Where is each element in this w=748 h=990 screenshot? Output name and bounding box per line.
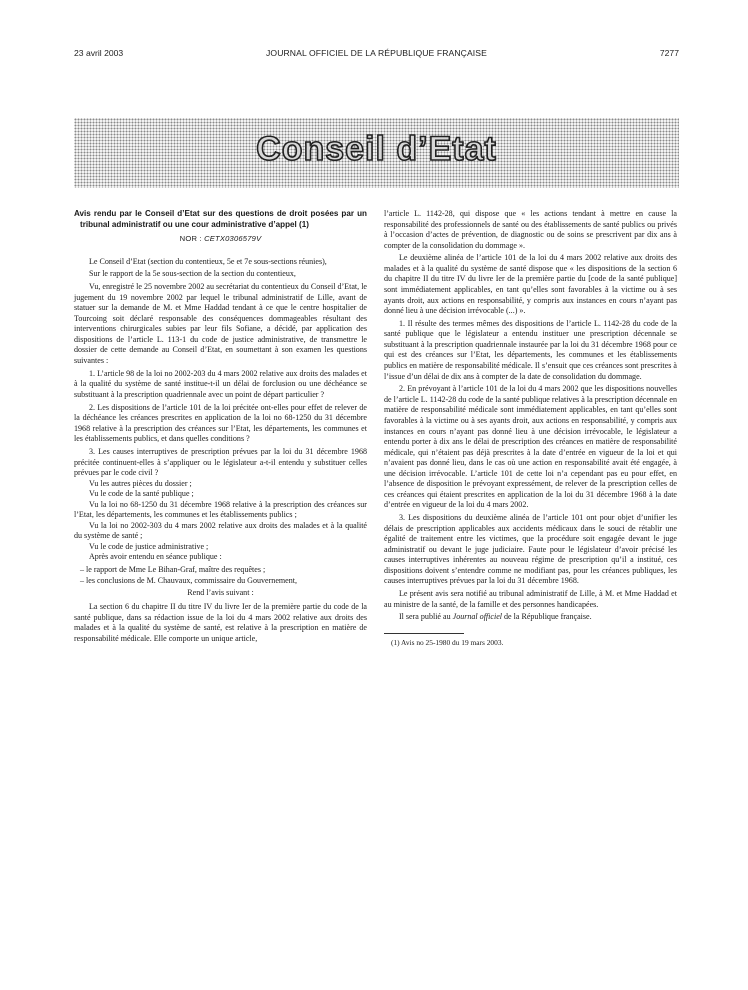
nor-label: NOR : (179, 234, 205, 244)
list-item: – les conclusions de M. Chauvaux, commissaire du Gouvernement, (80, 575, 297, 585)
avis-heading (74, 209, 367, 230)
section-title: Conseil d’Etat (256, 130, 497, 168)
running-header (74, 48, 679, 62)
question-2: 2. Les dispositions de l’article 101 de la loi précitée ont-elles pour effet de relever de la déchéance les créances prescrites en application de la loi no 68-1250 du 31 décembre 1968 relative à la prescription des créances sur l’Etat, les départements, les communes et les établissements publics, et dans quelles conditions ? (74, 402, 367, 444)
publication-text: Il sera publié au (399, 612, 453, 622)
footnote-divider (384, 633, 464, 634)
nor-code: CETX0306579V (204, 234, 262, 244)
publication-text: de la République française. (502, 612, 592, 622)
answer-1: 1. Il résulte des termes mêmes des dispositions de l’article L. 1142-28 du code de la santé publique que le législateur a entendu instituer une prescription décennale se substituant à la prescription quadriennale instaurée par la loi du 31 décembre 1968 pour ce qui est des créances sur l’Etat, les départements, les communes et les établissements publics en matière de responsabilité médicale. Il s’ensuit que ces créances sont prescrites à l’issue d’un délai de dix ans à compter de la date de consolidation du dommage. (384, 318, 677, 381)
visa: Vu la loi no 2002-303 du 4 mars 2002 relative aux droits des malades et à la qualité du système de santé ; (74, 520, 367, 541)
journal-title: JOURNAL OFFICIEL DE LA RÉPUBLIQUE FRANÇAISE (266, 48, 487, 58)
answer-3: 3. Les dispositions du deuxième alinéa de l’article 101 ont pour objet d’unifier les délais de prescription applicables aux accidents médicaux dans le souci de rétablir une égalité de traitement entre les victimes, que la procédure soit engagée devant le juge administratif ou devant le juge judiciaire. Faute pour le législateur d’avoir précisé les causes interruptives inhérentes au nouveau régime de prescription qu’il a institué, ces dispositions doivent s’entendre comme ne modifiant pas, pour les créances publiques, les causes interruptives prévues par la loi du 31 décembre 1968. (384, 513, 677, 586)
nor-reference (74, 234, 367, 245)
visa: Vu les autres pièces du dossier ; (89, 478, 192, 488)
question-3: 3. Les causes interruptives de prescription prévues par la loi du 31 décembre 1968 précitée continuent-elles à s’appliquer ou le législateur a-t-il entendu y substituer celles prévues par le code civil ? (74, 446, 367, 478)
journal-officiel-italic: Journal officiel (452, 612, 503, 622)
paragraph: Le présent avis sera notifié au tribunal administratif de Lille, à M. et Mme Haddad et au ministre de la santé, de la famille et des personnes handicapées. (384, 589, 677, 609)
footnote: (1) Avis no 25-1980 du 19 mars 2003. (391, 637, 504, 647)
right-column (384, 209, 677, 648)
paragraph: Vu, enregistré le 25 novembre 2002 au secrétariat du contentieux du Conseil d’Etat, le jugement du 19 novembre 2002 par lequel le tribunal administratif de Lille, avant de statuer sur la demande de M. et Mme Haddad tendant à ce que le centre hospitalier de Tourcoing soit déclaré responsable des conséquences dommageables résultant des interventions chirurgicales subies par leur fils Sofiane, a décidé, par application des dispositions de l’article L. 113-1 du code de justice administrative, de transmettre le dossier de cette demande au Conseil d’Etat, en soumettant à son examen les questions suivantes : (74, 282, 367, 366)
paragraph: Sur le rapport de la 5e sous-section de la section du contentieux, (89, 269, 296, 279)
avis-heading-text: Avis rendu par le Conseil d’Etat sur des questions de droit posées par un tribunal administratif ou une cour administrative d’appel (1) (74, 209, 367, 229)
paragraph: Le deuxième alinéa de l’article 101 de la loi du 4 mars 2002 relative aux droits des malades et à la qualité du système de santé dispose que « les dispositions de la section 6 du chapitre II du titre IV du livre Ier de la première partie du [code de la santé publique] sont immédiatement applicables, en tant qu’elles sont favorables à la victime ou à ses ayants droit, aux actions en responsabilité, y compris aux instances en cours n’ayant pas donné lieu à une décision irrévocable (...) ». (384, 253, 677, 316)
answer-2: 2. En prévoyant à l’article 101 de la loi du 4 mars 2002 que les dispositions nouvelles de l’article L. 1142-28 du code de la santé publique relatives à la prescription décennale en matière de responsabilité médicale sont immédiatement applicables, en tant qu’elles sont favorables à la victime ou à ses ayants droit, aux actions en responsabilité, y compris aux instances en cours n’ayant pas donné lieu à une décision irrévocable, le législateur a entendu porter à dix ans le délai de prescription des créances en matière de responsabilité médicale, qui n’étaient pas déjà prescrites à la date d’entrée en vigueur de la loi et qui n’avaient pas donné lieu, dans le cas où une action en responsabilité avait été engagée, à une décision irrévocable. L’article 101 de cette loi n’a cependant pas eu pour effet, en l’absence de disposition le prévoyant expressément, de relever de la prescription celles de ces créances qui étaient prescrites en application de la loi du 31 décembre 1968 à la date d’entrée en vigueur de la loi du 4 mars 2002. (384, 384, 677, 510)
paragraph: l’article L. 1142-28, qui dispose que « les actions tendant à mettre en cause la responsabilité des professionnels de santé ou des établissements de santé publics ou privés à l’occasion d’actes de prévention, de diagnostic ou de soins se prescrivent par dix ans à compter de la consolidation du dommage ». (384, 209, 677, 250)
avis-intro: Rend l’avis suivant : (187, 588, 254, 598)
list-item: – le rapport de Mme Le Bihan-Graf, maître des requêtes ; (80, 565, 266, 575)
visa: Vu la loi no 68-1250 du 31 décembre 1968 relative à la prescription des créances sur l’Etat, les départements, les communes et les établissements publics ; (74, 499, 367, 520)
page-number: 7277 (659, 48, 679, 58)
paragraph: Après avoir entendu en séance publique : (89, 552, 222, 562)
visa: Vu le code de justice administrative ; (89, 541, 209, 551)
question-1: 1. L’article 98 de la loi no 2002-203 du 4 mars 2002 relative aux droits des malades et à la qualité du système de santé institue-t-il un délai de forclusion ou une déchéance se substituant à la prescription quadriennale avec un point de départ particulier ? (74, 368, 367, 399)
paragraph: La section 6 du chapitre II du titre IV du livre Ier de la première partie du code de la santé publique, dans sa rédaction issue de la loi du 4 mars 2002 relative aux droits des malades et à la qualité du système de santé, est relative à la prescription en matière de responsabilité médicale. Elle comporte un unique article, (74, 602, 367, 643)
visa: Vu le code de la santé publique ; (89, 489, 194, 499)
publication-notice (384, 612, 677, 623)
issue-date: 23 avril 2003 (74, 48, 124, 58)
left-column (74, 209, 367, 644)
paragraph: Le Conseil d’Etat (section du contentieux, 5e et 7e sous-sections réunies), (89, 256, 327, 266)
